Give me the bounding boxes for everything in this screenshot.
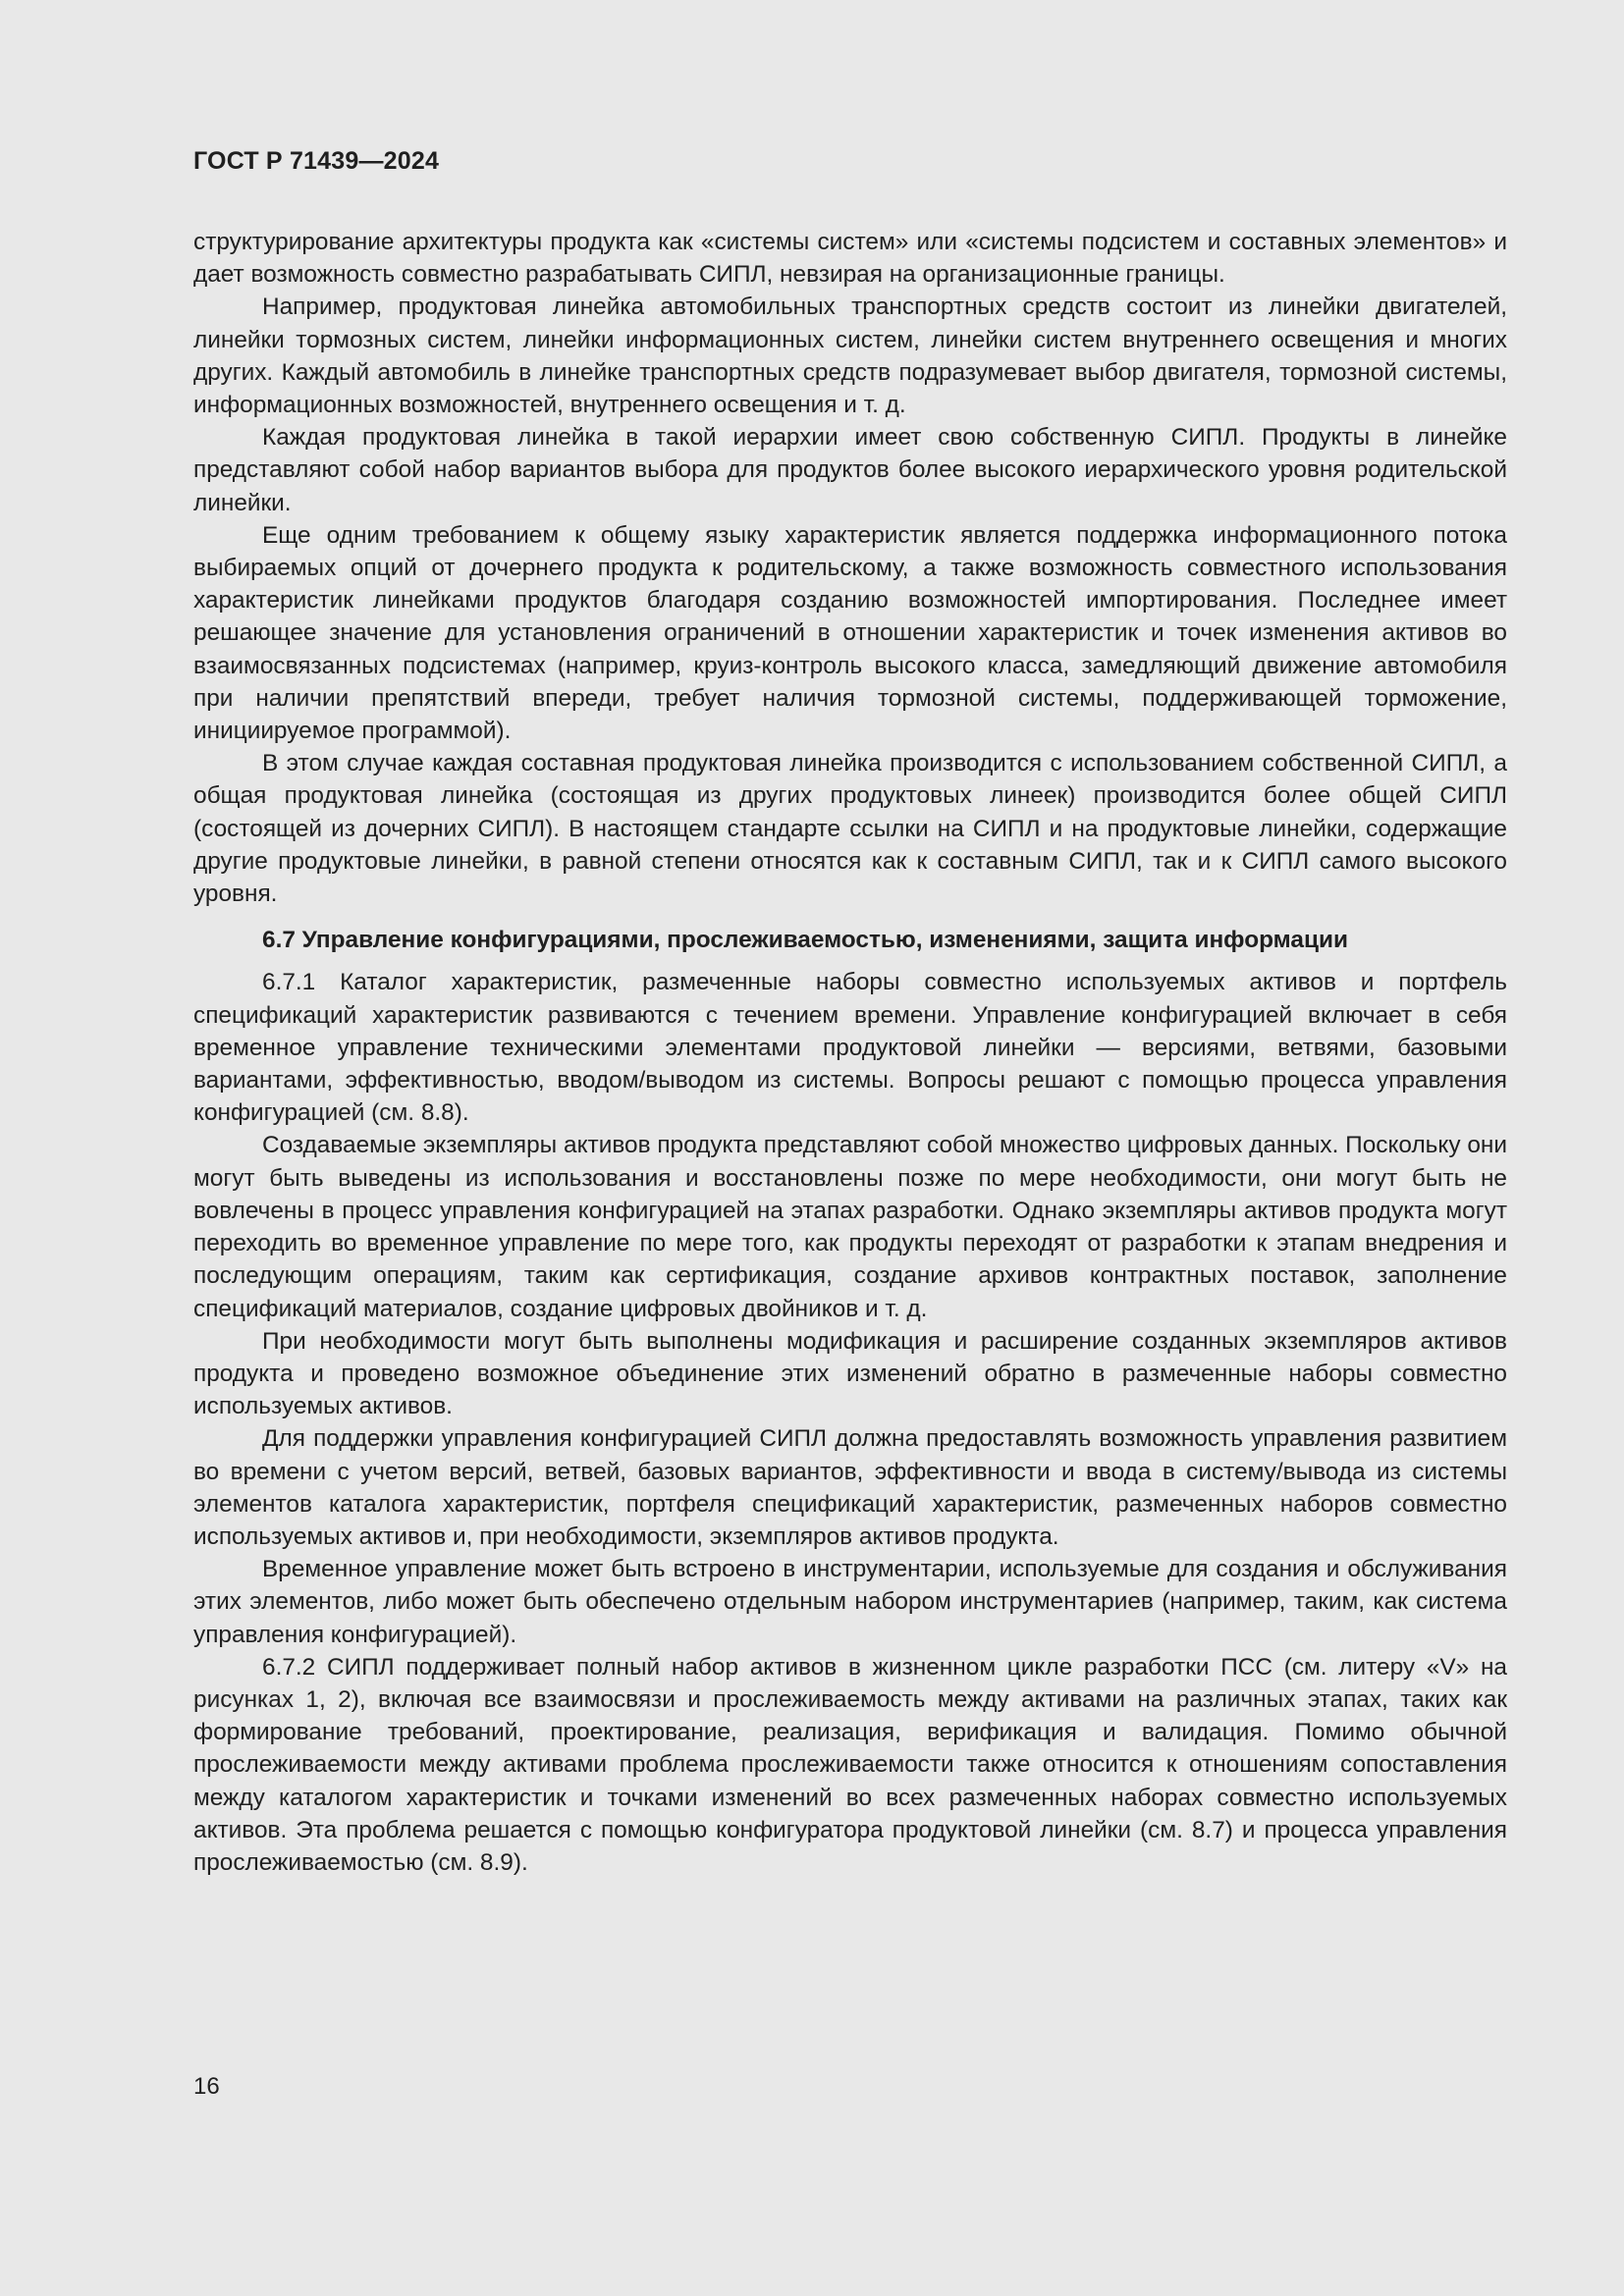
paragraph: 6.7.1 Каталог характеристик, размеченные наборы совместно используемых активов и портфель спецификаций характеристик развиваются с течением времени. Управление конфигурацией включает в себя временное управление техническими элементами продуктовой линейки — версиями, ветвями, базовыми вариантами, эффективностью, вводом/выводом из системы. Вопросы решают с помощью процесса управления конфигурацией (см. 8.8).	[193, 969, 1507, 1127]
paragraph: структурирование архитектуры продукта как «системы систем» или «системы подсистем и составных элементов» и дает возможность совместно разрабатывать СИПЛ, невзирая на организационные границы.	[193, 229, 1507, 289]
paragraph: Еще одним требованием к общему языку характеристик является поддержка информационного потока выбираемых опций от дочернего продукта к родительскому, а также возможность совместного использования характеристик линейками продуктов благодаря созданию возможностей импортирования. Последнее имеет решающее значение для установления ограничений в отношении характеристик и точек изменения активов во взаимосвязанных подсистемах (например, круиз-контроль высокого класса, замедляющий движение автомобиля при наличии препятствий впереди, требует наличия тормозной системы, поддерживающей торможение, инициируемое программой).	[193, 521, 1507, 745]
document-body	[193, 226, 1507, 1879]
paragraph: Создаваемые экземпляры активов продукта представляют собой множество цифровых данных. Поскольку они могут быть выведены из использования и восстановлены позже по мере необходимости, они могут быть не вовлечены в процесс управления конфигурацией на этапах разработки. Однако экземпляры активов продукта могут переходить во временное управление по мере того, как продукты переходят от разработки к этапам внедрения и последующим операциям, таким как сертификация, создание архивов контрактных поставок, заполнение спецификаций материалов, создание цифровых двойников и т. д.	[193, 1132, 1507, 1322]
paragraph: При необходимости могут быть выполнены модификация и расширение созданных экземпляров активов продукта и проведено возможное объединение этих изменений обратно в размеченные наборы совместно используемых активов.	[193, 1327, 1507, 1420]
document-header: ГОСТ Р 71439—2024	[193, 147, 440, 175]
section-heading: 6.7 Управление конфигурациями, прослеживаемостью, изменениями, защита информации	[262, 927, 1348, 954]
paragraph: Каждая продуктовая линейка в такой иерархии имеет свою собственную СИПЛ. Продукты в линейке представляют собой набор вариантов выбора для продуктов более высокого иерархического уровня родительской линейки.	[193, 424, 1507, 516]
paragraph: Временное управление может быть встроено в инструментарии, используемые для создания и обслуживания этих элементов, либо может быть обеспечено отдельным набором инструментариев (например, таким, как система управления конфигурацией).	[193, 1556, 1507, 1648]
paragraph: Для поддержки управления конфигурацией СИПЛ должна предоставлять возможность управления развитием во времени с учетом версий, ветвей, базовых вариантов, эффективности и ввода в систему/вывода из системы элементов каталога характеристик, портфеля спецификаций характеристик, размеченных наборов совместно используемых активов и, при необходимости, экземпляров активов продукта.	[193, 1425, 1507, 1550]
page-number: 16	[193, 2073, 220, 2100]
paragraph: 6.7.2 СИПЛ поддерживает полный набор активов в жизненном цикле разработки ПСС (см. литеру «V» на рисунках 1, 2), включая все взаимосвязи и прослеживаемость между активами на различных этапах, таких как формирование требований, проектирование, реализация, верификация и валидация. Помимо обычной прослеживаемости между активами проблема прослеживаемости также относится к отношениям сопоставления между каталогом характеристик и точками изменений во всех размеченных наборах совместно используемых активов. Эта проблема решается с помощью конфигуратора продуктовой линейки (см. 8.7) и процесса управления прослеживаемостью (см. 8.9).	[193, 1653, 1507, 1876]
paragraph: В этом случае каждая составная продуктовая линейка производится с использованием собственной СИПЛ, а общая продуктовая линейка (состоящая из других продуктовых линеек) производится более общей СИПЛ (состоящей из дочерних СИПЛ). В настоящем стандарте ссылки на СИПЛ и на продуктовые линейки, содержащие другие продуктовые линейки, в равной степени относятся как к составным СИПЛ, так и к СИПЛ самого высокого уровня.	[193, 750, 1507, 908]
paragraph: Например, продуктовая линейка автомобильных транспортных средств состоит из линейки двигателей, линейки тормозных систем, линейки информационных систем, линейки систем внутреннего освещения и многих других. Каждый автомобиль в линейке транспортных средств подразумевает выбор двигателя, тормозной системы, информационных возможностей, внутреннего освещения и т. д.	[193, 294, 1507, 419]
